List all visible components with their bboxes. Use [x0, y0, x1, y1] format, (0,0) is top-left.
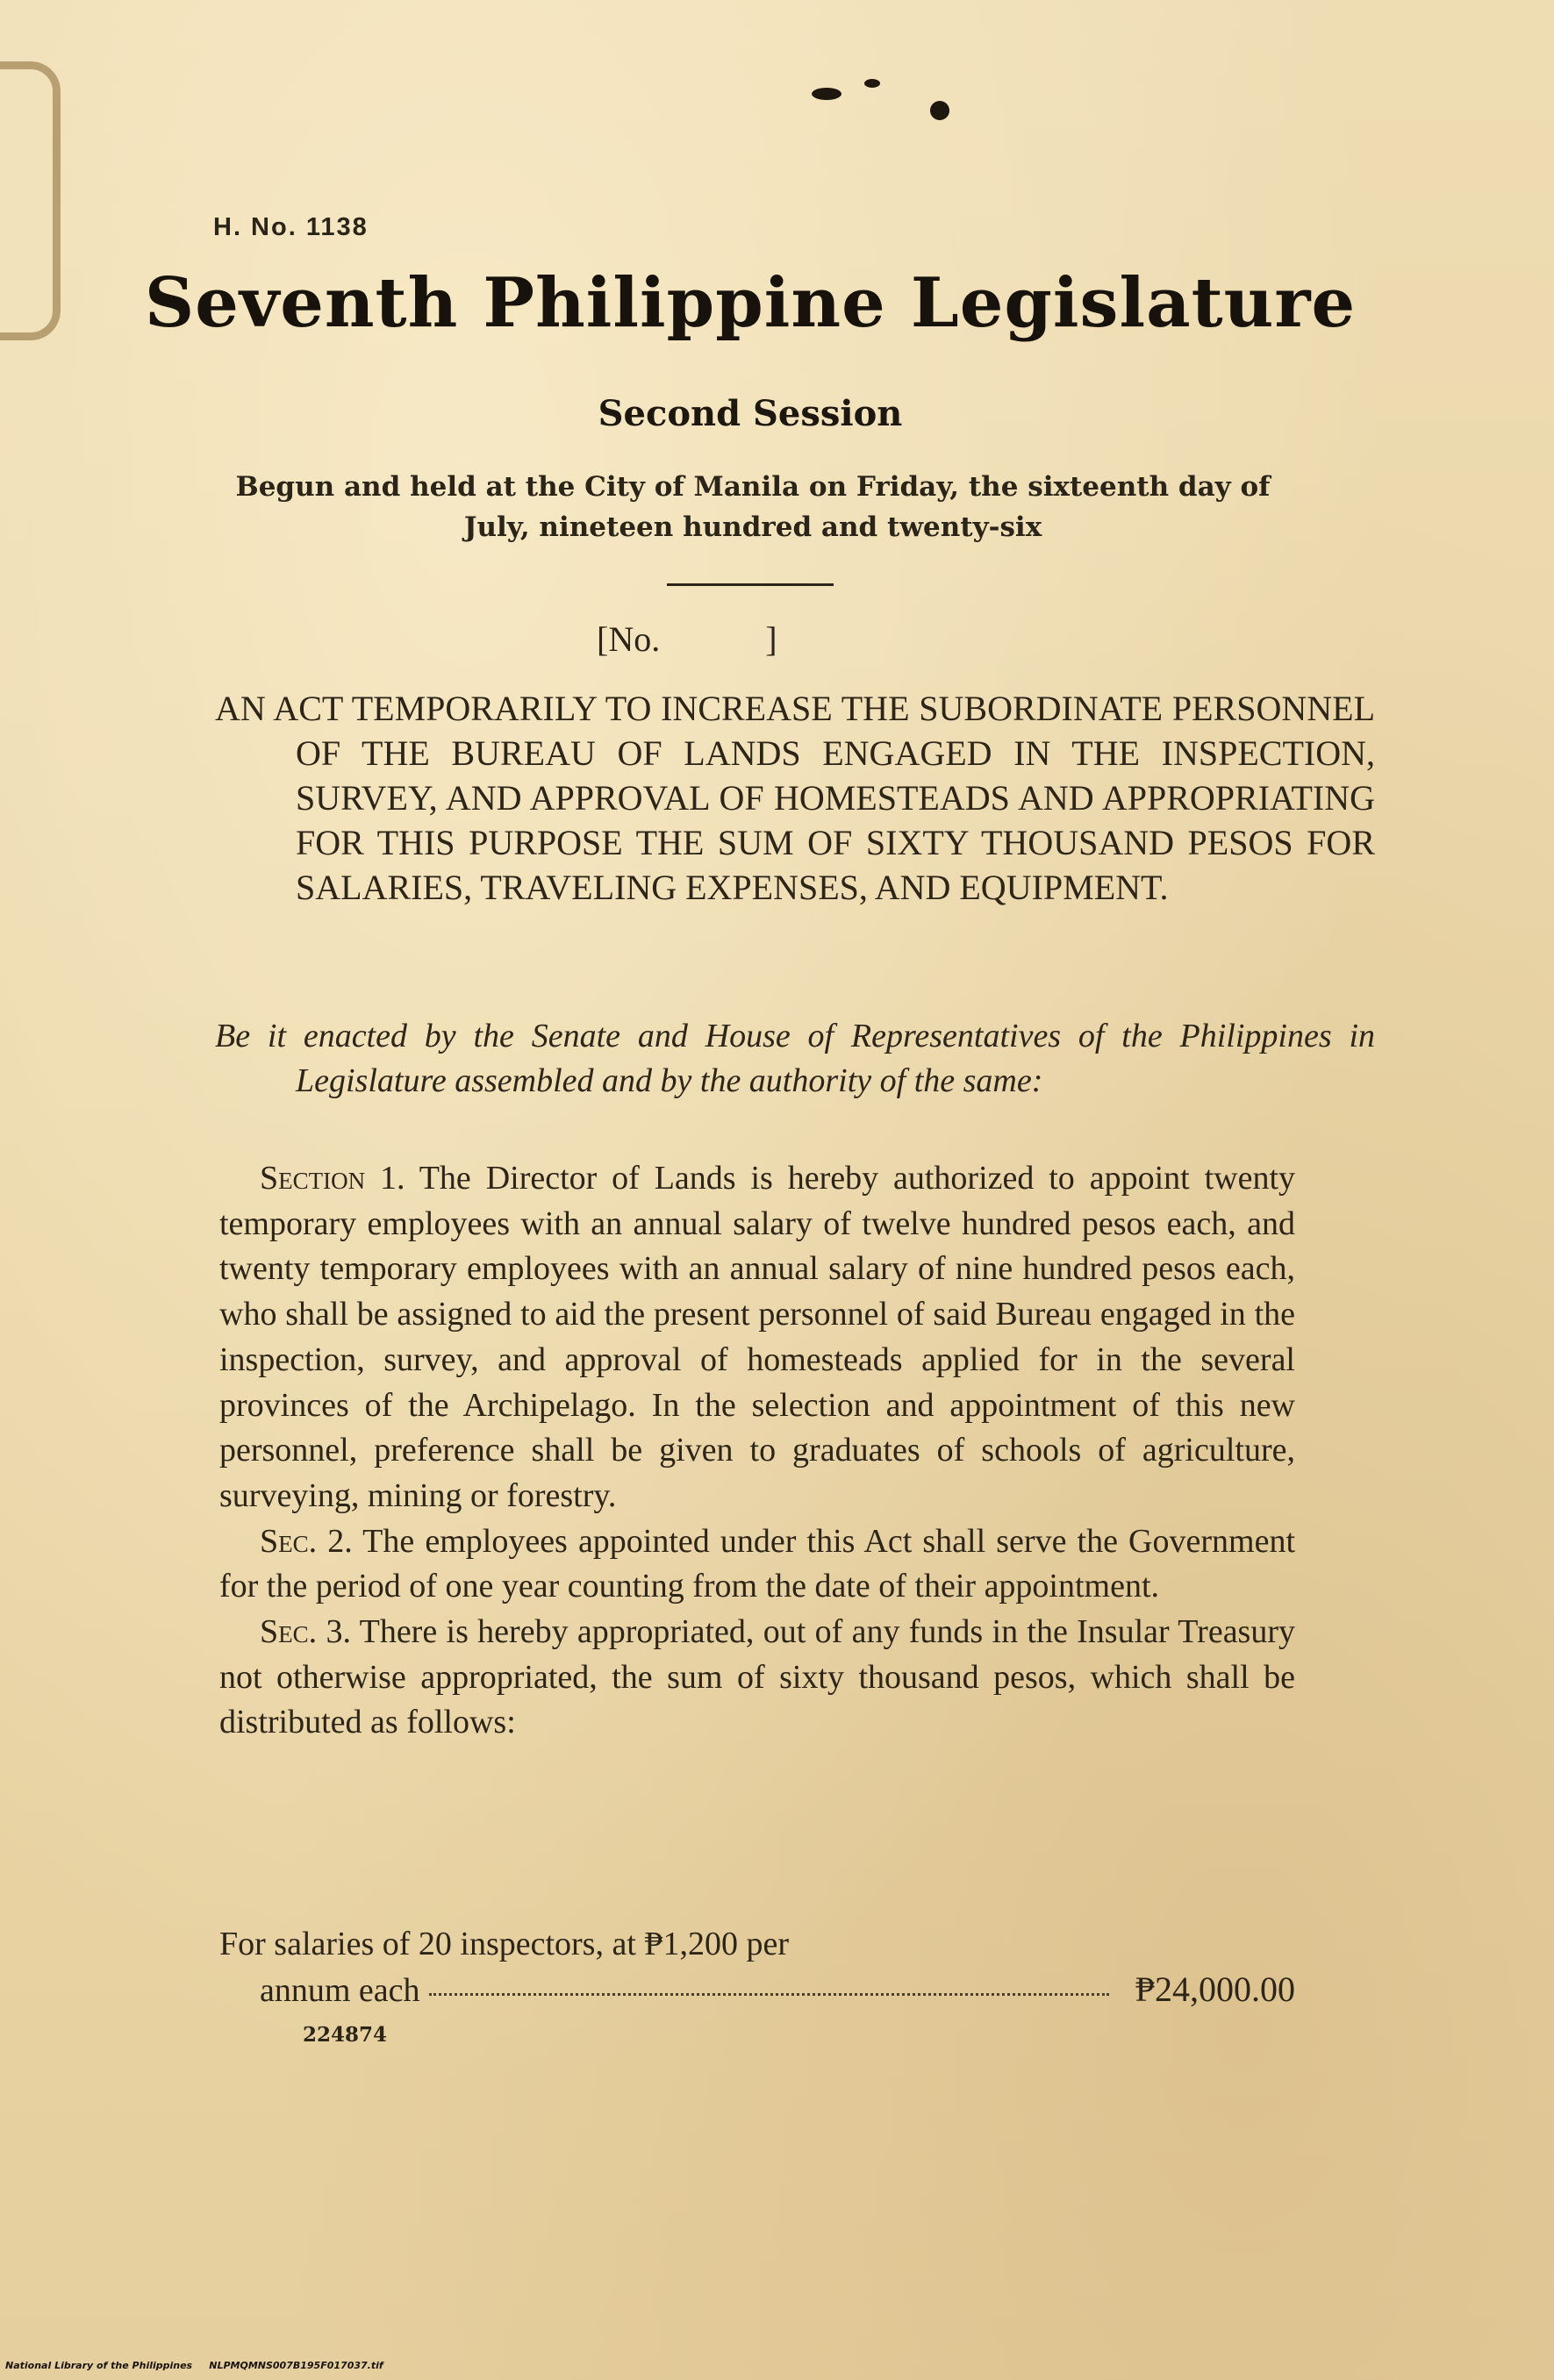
section-2 — [219, 1519, 1295, 1610]
act-body — [219, 1156, 1295, 1746]
section-text: There is hereby appropriated, out of any funds in the Insular Treasury not otherwise appropriated, the sum of sixty thousand pesos, which shall be distributed as follows: — [219, 1613, 1295, 1741]
section-label: Sec. 2. — [260, 1522, 353, 1560]
archive-footer: National Library of the Philippines NLPMQMNS007B195F017037.tif — [5, 2360, 383, 2371]
house-bill-number: H. No. 1138 — [213, 213, 369, 241]
act-title: AN ACT TEMPORARILY TO INCREASE THE SUBORDINATE PERSONNEL OF THE BUREAU OF LANDS ENGAGED IN THE INSPECTION, SURVEY, AND APPROVAL OF HOMESTEADS AND APPROPRIATING FOR THIS PURPOSE THE SUM OF SIXTY THOUSAND PESOS FOR SALARIES, TRAVELING EXPENSES, AND EQUIPMENT. — [215, 689, 1375, 907]
enacting-clause: Be it enacted by the Senate and House of Representatives of the Philippines in Legislature assembled and by the authority of the same: — [215, 1018, 1375, 1099]
section-3 — [219, 1610, 1295, 1746]
session-heading: Second Session — [598, 393, 903, 434]
divider — [667, 583, 834, 586]
session-date-line: Begun and held at the City of Manila on Friday, the sixteenth day of July, nineteen hundred and twenty-six — [235, 471, 1271, 543]
section-1 — [219, 1156, 1295, 1519]
appropriation-description-cont: annum each — [260, 1972, 420, 2009]
section-label: Section 1. — [260, 1160, 405, 1197]
print-code: 224874 — [303, 2023, 388, 2047]
section-label: Sec. 3. — [260, 1613, 351, 1651]
appropriation-item — [219, 1921, 1295, 2013]
act-number-field: [No. ] — [597, 619, 777, 659]
ink-blot — [930, 101, 949, 120]
section-text: The Director of Lands is hereby authorized to appoint twenty temporary employees with an annual salary of twelve hundred pesos each, and twenty temporary employees with an annual salary of nine hundred pesos each, who shall be assigned to aid the present personnel of said Bureau engaged in the inspection, survey, and approval of homesteads applied for in the several provinces of the Archipelago. In the selection and appointment of this new personnel, preference shall be given to graduates of schools of agriculture, surveying, mining or forestry. — [219, 1160, 1295, 1514]
section-text: The employees appointed under this Act shall serve the Government for the period of one year counting from the date of their appointment. — [219, 1522, 1296, 1605]
ink-blot — [812, 88, 841, 100]
appropriation-line — [219, 1967, 1295, 2013]
appropriation-description: For salaries of 20 inspectors, at ₱1,200 per — [219, 1926, 790, 1962]
dot-leader — [429, 1993, 1109, 1996]
appropriation-amount: ₱24,000.00 — [1135, 1969, 1295, 2009]
legislature-title: Seventh Philippine Legislature — [144, 263, 1357, 343]
ink-blot — [864, 79, 880, 88]
